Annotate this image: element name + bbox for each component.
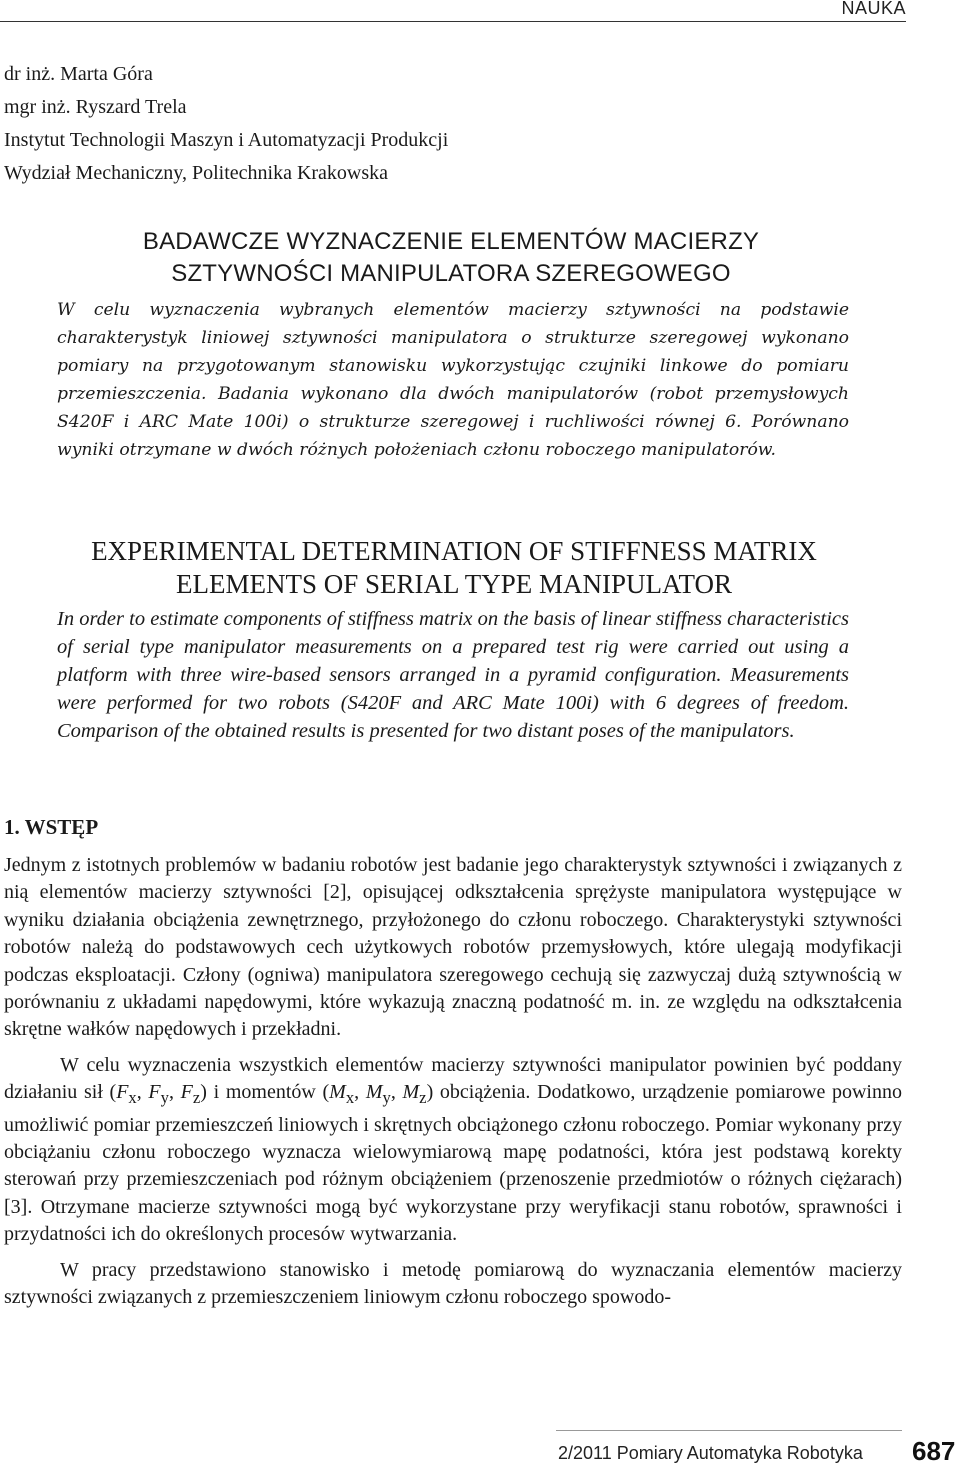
footer-rule: [556, 1430, 902, 1431]
author-block: [4, 58, 904, 190]
section-tag: NAUKA: [841, 0, 906, 18]
page-number: 687: [912, 1436, 956, 1466]
title-pl-line: SZTYWNOŚCI MANIPULATORA SZEREGOWEGO: [171, 260, 731, 287]
section-heading: 1. WSTĘP: [4, 815, 99, 839]
abstract-en: In order to estimate components of stiffness matrix on the basis of linear stiffness characteristics of serial type manipulator measurements on a prepared test rig were carried out using a platform with three wire-based sensors arranged in a pyramid configuration. Measurements were performed for two robots (S420F and ARC Mate 100i) with 6 degrees of freedom. Comparison of the obtained results is presented for two distant poses of the manipulators.: [57, 608, 849, 742]
body-text: [4, 852, 902, 1312]
author-name: mgr inż. Ryszard Trela: [4, 96, 187, 118]
title-pl-line: BADAWCZE WYZNACZENIE ELEMENTÓW MACIERZY: [142, 228, 760, 255]
title-pl: [56, 226, 846, 290]
paragraph: W celu wyznaczenia wszystkich elementów macierzy sztywności manipulator powinien być poddany działaniu sił ($F_x$, $F_y$, $F_z$) i momentów ($M_x$, $M_y$, $M_z$) obciążenia. Dodatkowo, urządzenie pomiarowe powinno umożliwić pomiar przemieszczeń liniowych i skrętnych obciążonego członu roboczego. Pomiar wykonany przy obciążaniu członu roboczego wyznacza wielowymiarową mapę podatności, która jest podstawą korekty sterowań przy przemieszczeniach pod różnym obciążeniem (przenoszenie przedmiotów o różnych ciężarach) [3]. Otrzymane macierze sztywności mogą być wykorzystane przy weryfikacji stanu robotów, sprawności i przydatności ich do określonych procesów wytwarzania.: [4, 1053, 902, 1246]
affiliation-faculty: Wydział Mechaniczny, Politechnika Krakowska: [4, 162, 389, 184]
paragraph: W pracy przedstawiono stanowisko i metodę pomiarową do wyznaczania elementów macierzy sztywności związanych z przemieszczeniem liniowym członu roboczego spowodo-: [4, 1258, 902, 1309]
title-en-line: ELEMENTS OF SERIAL TYPE MANIPULATOR: [175, 569, 733, 599]
journal-footer: 2/2011 Pomiary Automatyka Robotyka: [558, 1443, 863, 1463]
abstract-pl: W celu wyznaczenia wybranych elementów macierzy sztywności na podstawie charakterystyk liniowej sztywności manipulatora o strukturze szeregowej wykonano pomiary na przygotowanym stanowisku wykorzystując czujniki linkowe do pomiaru przemieszczenia. Badania wykonano dla dwóch manipulatorów (robot przemysłowych S420F i ARC Mate 100i) o strukturze szeregowej i ruchliwości równej 6. Porównano wyniki otrzymane w dwóch różnych położeniach członu roboczego manipulatorów.: [57, 300, 849, 460]
title-en-line: EXPERIMENTAL DETERMINATION OF STIFFNESS MATRIX: [91, 536, 817, 566]
header-rule: [0, 21, 906, 22]
author-name: dr inż. Marta Góra: [4, 63, 153, 85]
affiliation-institute: Instytut Technologii Maszyn i Automatyzacji Produkcji: [4, 129, 449, 151]
paragraph: Jednym z istotnych problemów w badaniu robotów jest badanie jego charakterystyk sztywności i związanych z nią elementów macierzy sztywności [2], opisującej odkształcenia sprężyste manipulatora występujące w wyniku działania obciążenia zewnętrznego, przyłożonego do członu roboczego. Charakterystyki sztywności robotów należą do podstawowych cech użytkowych robotów przemysłowych, które ulegają modyfikacji podczas eksploatacji. Człony (ogniwa) manipulatora szeregowego cechują się zazwyczaj dużą sztywnością w porównaniu z układami napędowymi, które wykazują znaczną podatność m. in. ze względu na odkształcenia skrętne wałków napędowych i przekładni.: [4, 854, 902, 1041]
title-en: [56, 535, 852, 601]
